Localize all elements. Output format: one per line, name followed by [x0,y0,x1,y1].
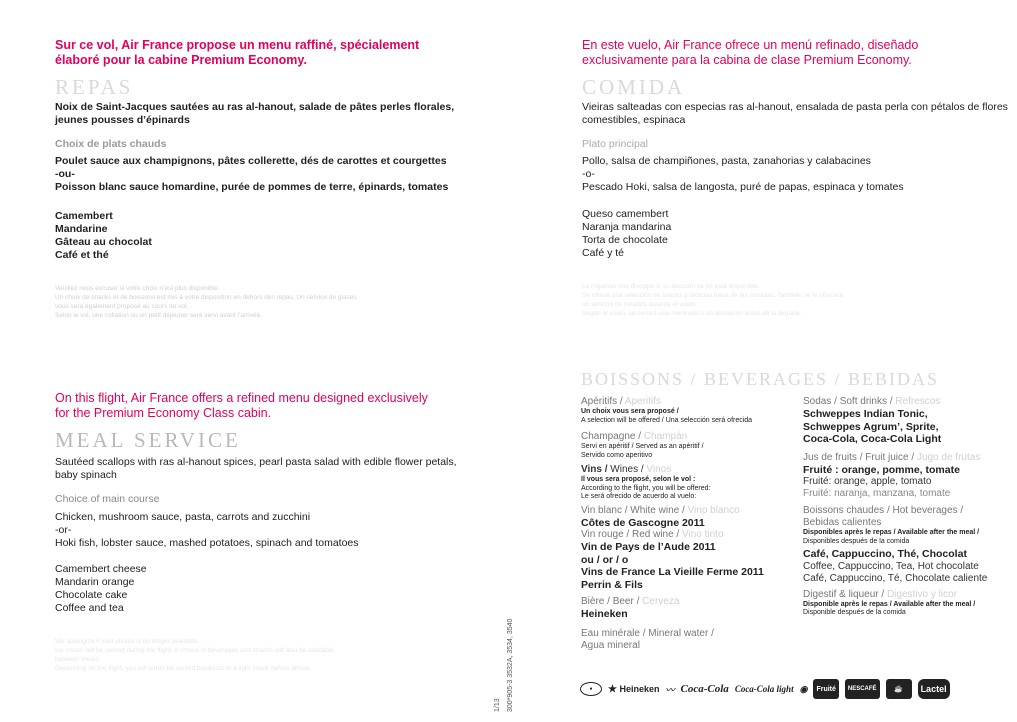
lactel-logo: Lactel [918,679,950,699]
rouge-value-1: Vin de Pays de l’Aude 2011 [581,541,716,553]
intro-es-line1: En este vuelo, Air France ofrece un menú refinado, diseñado [582,38,919,52]
main-en-or: -or- [55,524,72,536]
blanc-mid: White wine / [630,504,688,516]
intro-fr-line2: élaboré pour la cabine Premium Economy. [55,53,307,67]
coca-cola-light-logo: Coca-Cola light [734,684,794,694]
main-es-1: Pollo, salsa de champiñones, pasta, zanahorias y calabacines [582,155,871,167]
rouge-value-3: Vins de France La Vieille Ferme 2011 [581,566,764,578]
eau-label: Eau minérale / [581,627,649,639]
aperitifs-label: Apéritifs / [581,396,625,407]
vins-label: Vins / [581,464,611,475]
vins-text-2: According to the flight, you will be offered: [581,484,711,492]
sodas-mid: Soft drinks / [839,396,896,407]
note-en-3: between meals. [55,656,101,663]
main-en-2: Hoki fish, lobster sauce, mashed potatoes, spinach and tomatoes [55,537,359,549]
vins-text-3: Le será ofrecido de acuerdo al vuelo: [581,493,697,500]
jus-label: Jus de fruits / [803,451,866,463]
print-code-page: 1/13 [494,698,501,712]
vins-text-1: Il vous sera proposé, selon le vol : [581,476,696,483]
heineken-logo: ★ Heineken [608,683,660,695]
dessert-es-1: Queso camembert [582,208,669,220]
dessert-fr-2: Mandarine [55,223,108,235]
note-fr-3: vous sera également proposé au cours du vol. [55,303,189,310]
digestif-alt: Digestivo y licor [886,588,957,600]
jus-value-2: Fruité: orange, apple, tomato [803,476,932,487]
digestif-text-1: Disponible après le repas / Available after the meal / [803,600,976,608]
biere-label: Bière / [581,596,613,607]
dessert-fr-1: Camembert [55,210,113,222]
starter-es-line2: comestibles, espinaca [582,114,686,126]
heading-meal-service: MEAL SERVICE [55,428,241,452]
rouge-alt: Vino tinto [682,529,724,540]
section-es [582,38,1008,318]
sodas-label: Sodas / [803,396,840,407]
drinks-right-column [803,392,1008,618]
fruite-logo: Fruité [813,679,838,699]
star-icon: ★ [608,683,617,695]
chaudes-value-2: Coffee, Cappuccino, Tea, Hot chocolate [803,560,979,572]
intro-en-line1: On this flight, Air France offers a refined menu designed exclusively [55,391,428,405]
champagne-text-2: Servido como aperitivo [581,451,653,459]
note-en-1: We apologize if your choice is no longer available. [55,638,200,645]
aperitifs-alt: Aperitifs [624,396,662,407]
sodas-alt: Refrescos [895,396,941,407]
note-es-4: Según el vuelo, se servirá una merienda o un desayuno antes de la llegada. [582,310,801,317]
eau-mid: Mineral water / [648,627,714,639]
champagne-label: Champagne / [581,431,644,442]
intro-es-line2: exclusivamente para la cabina de clase Premium Economy. [582,53,912,67]
main-fr-2: Poisson blanc sauce homardine, purée de pommes de terre, épinards, tomates [55,181,449,193]
dessert-fr-4: Café et thé [55,249,109,261]
print-code-ref: 300*905-3 3532A, 3534, 3540 [507,618,514,712]
nescafe-logo: NESCAFÉ [845,679,880,699]
heading-comida: COMIDA [582,75,686,99]
biere-mid: Beer / [612,596,643,607]
chaudes-value-1: Café, Cappuccino, Thé, Chocolat [803,548,967,560]
note-en-2: Ice cream will be served during the flight. A choice of beverages and snacks will also be available [55,647,334,654]
note-en-4: Depending on the flight, you will either be served breakfast or a light snack before arrival. [55,665,311,672]
dessert-fr-3: Gâteau au chocolat [55,236,152,248]
section-en [55,391,495,673]
rouge-value-4: Perrin & Fils [581,578,643,591]
digestif-text-2: Disponible después de la comida [803,609,906,616]
rouge-mid: Red wine / [631,529,682,540]
mains-title-es: Plato principal [582,138,648,150]
starter-fr-line2: jeunes pousses d’épinards [55,114,190,126]
starter-es-line1: Vieiras salteadas con especias ras al-hanout, ensalada de pasta perla con pétalos de flores [582,101,1008,113]
dessert-en-1: Camembert cheese [55,563,147,575]
sodas-value-2: Schweppes Agrum’, Sprite, [803,420,939,433]
dessert-es-4: Café y té [582,247,625,259]
heading-repas: REPAS [55,75,134,99]
chaudes-label: Boissons chaudes / [803,505,893,516]
starter-en-line1: Sautéed scallops with ras al-hanout spices, pearl pasta salad with edible flower petals, [55,456,457,468]
vins-alt: Vinos [646,464,672,475]
aperitifs-text-2: A selection will be offered / Una selección será ofrecida [581,416,753,424]
main-fr-or: -ou- [55,168,75,180]
dessert-en-4: Coffee and tea [55,602,124,614]
jus-value-1: Fruité : orange, pomme, tomate [803,463,960,476]
jus-alt: Jugo de frutas [916,451,981,463]
chocolate-brand-logo-icon: ☕ [886,679,912,699]
aperitifs-text-1: Un choix vous sera proposé / [581,408,679,415]
main-en-1: Chicken, mushroom sauce, pasta, carrots and zucchini [55,511,311,523]
chaudes-mid: Hot beverages / [892,505,964,516]
blanc-value: Côtes de Gascogne 2011 [581,516,705,529]
chaudes-text-1: Disponibles après le repas / Available after the meal / [803,529,980,536]
sprite-logo-icon: ◉ [799,683,808,694]
note-es-2: Se ofrece una selección de snacks y bebidas fuera de las comidas. También se le ofrecerá [582,292,844,299]
note-fr-1: Veuillez nous excuser si votre choix n’est plus disponible. [55,285,220,292]
sodas-value-1: Schweppes Indian Tonic, [803,408,928,420]
heineken-label-icon: ● [580,682,602,696]
jus-mid: Fruit juice / [865,451,917,463]
eau-alt: Agua mineral [581,639,640,651]
vins-mid: Wines / [610,464,647,475]
dessert-es-3: Torta de chocolate [582,234,668,246]
blanc-alt: Vino blanco [687,504,740,516]
chaudes-alt: Bebidas calientes [803,517,882,528]
sodas-value-3: Coca-Cola, Coca-Cola Light [803,433,942,445]
champagne-alt: Champán [643,431,688,442]
rouge-label: Vin rouge / [581,529,632,540]
main-fr-1: Poulet sauce aux champignons, pâtes collerette, dés de carottes et courgettes [55,155,447,167]
chaudes-text-2: Disponibles después de la comida [803,537,910,545]
intro-en-line2: for the Premium Economy Class cabin. [55,406,272,420]
blanc-label: Vin blanc / [581,504,631,516]
mains-title-fr: Choix de plats chauds [55,138,167,150]
note-fr-4: Selon le vol, une collation ou un petit déjeuner sera servi avant l’arrivée. [55,312,263,319]
note-es-3: un servicio de helados durante el vuelo. [582,301,697,308]
biere-alt: Cerveza [642,596,680,607]
schweppes-logo-icon: 〰 [665,684,675,695]
jus-value-3: Fruité: naranja, manzana, tomate [803,488,951,499]
dessert-en-3: Chocolate cake [55,589,128,601]
drinks-left-column [581,392,796,652]
biere-value: Heineken [581,608,628,620]
digestif-label: Digestif & liqueur / [803,588,887,600]
main-es-or: -o- [582,168,595,180]
heading-drinks: BOISSONS / BEVERAGES / BEBIDAS [581,369,940,389]
dessert-en-2: Mandarin orange [55,576,135,588]
starter-en-line2: baby spinach [55,469,117,481]
coca-cola-logo: Coca-Cola [680,683,729,695]
brand-logos [580,675,1000,703]
starter-fr-line1: Noix de Saint-Jacques sautées au ras al-hanout, salade de pâtes perles florales, [55,101,455,113]
main-es-2: Pescado Hoki, salsa de langosta, puré de papas, espinaca y tomates [582,181,904,193]
intro-fr-line1: Sur ce vol, Air France propose un menu raffiné, spécialement [55,38,420,52]
chaudes-value-3: Café, Cappuccino, Té, Chocolate caliente [803,572,988,584]
section-fr [55,38,495,320]
mains-title-en: Choice of main course [55,493,160,505]
note-fr-2: Un choix de snacks et de boissons est mis à votre disposition en dehors des repas. Un service de glaces [55,294,357,301]
dessert-es-2: Naranja mandarina [582,221,672,233]
rouge-value-2: ou / or / o [581,553,629,566]
champagne-text-1: Servi en apéritif / Served as an apéritif / [581,443,704,450]
note-es-1: Le rogamos nos disculpe si su elección ya no está disponible. [582,283,760,290]
